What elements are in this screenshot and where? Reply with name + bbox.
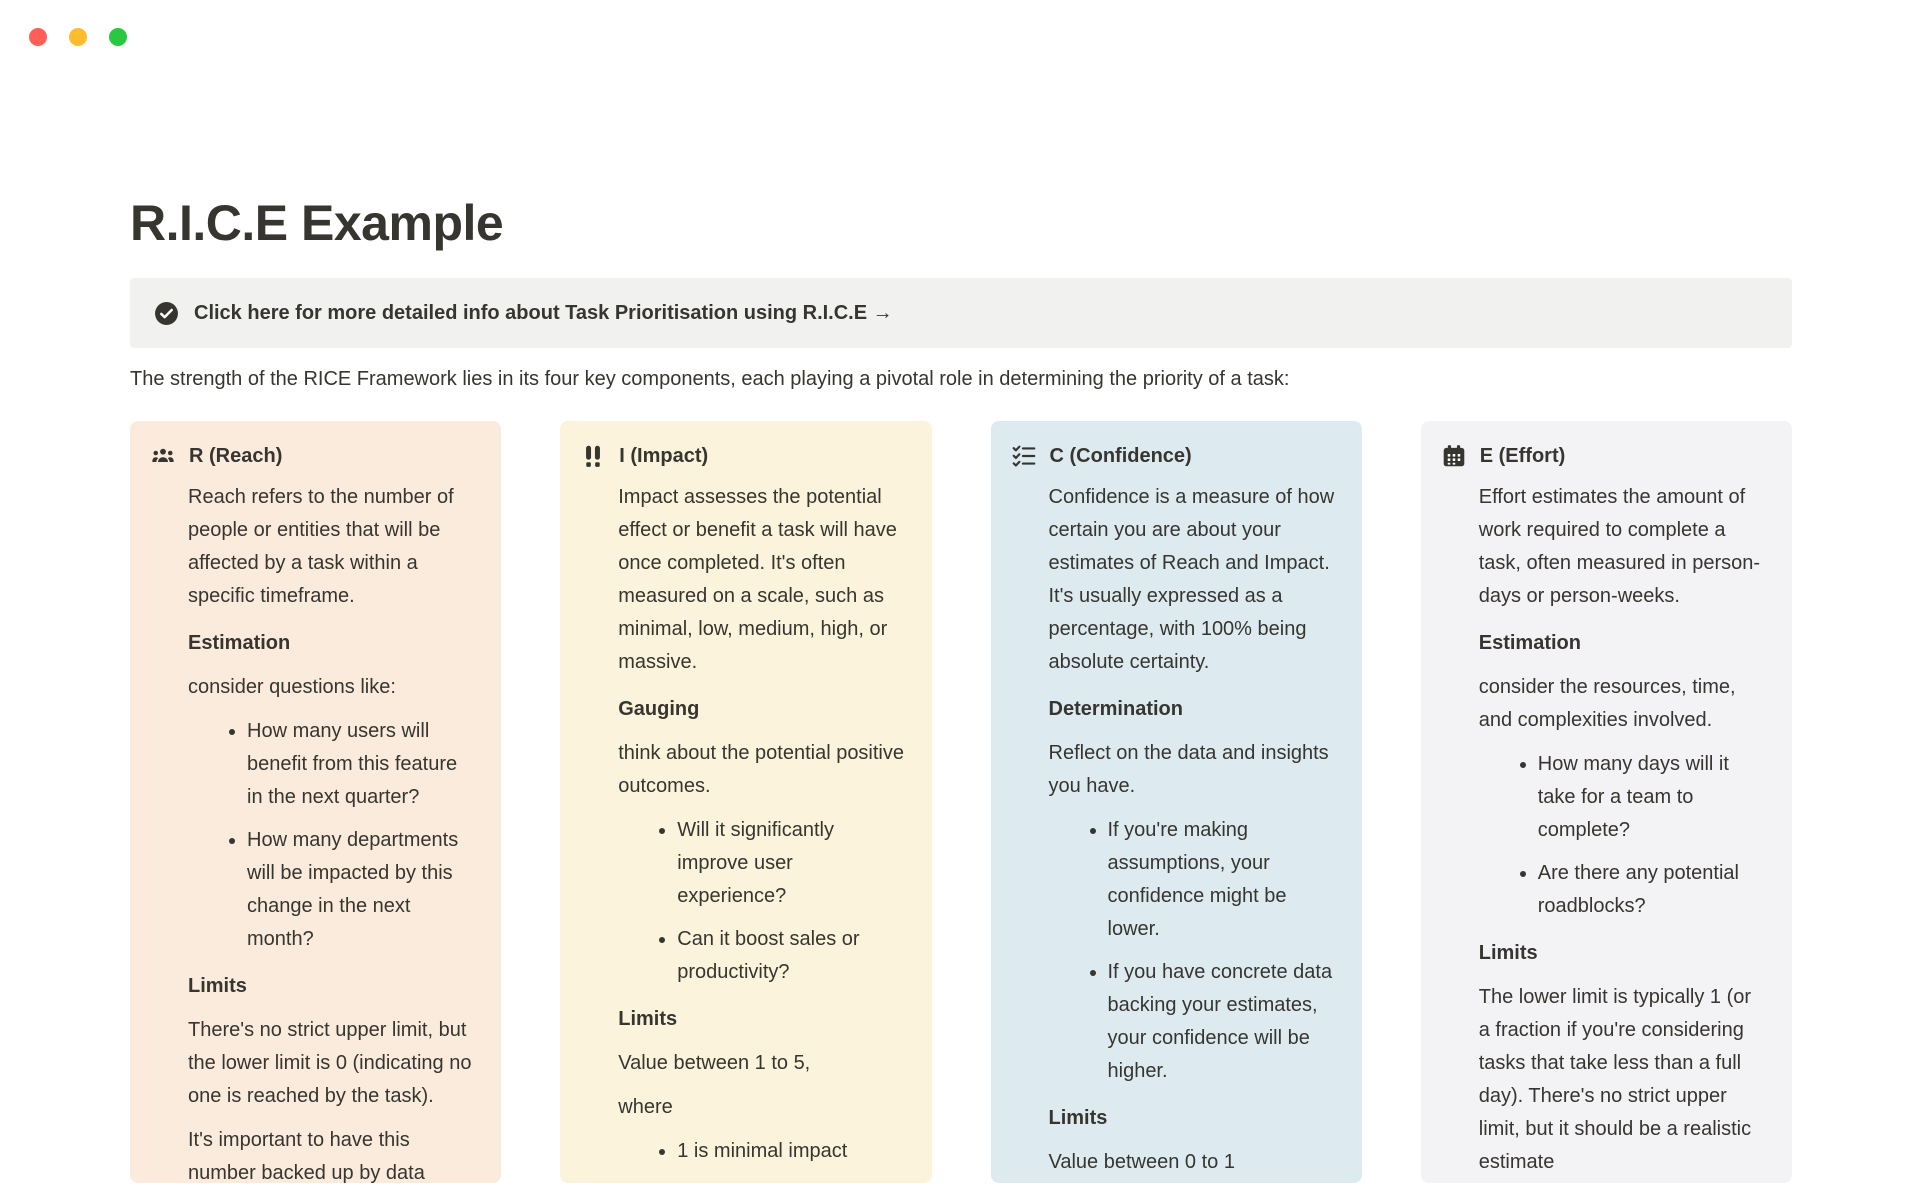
card-impact-title: I (Impact) [619,444,709,467]
close-button[interactable] [29,28,47,46]
card-paragraph: Value between 1 to 5, [618,1052,811,1074]
checklist-icon [1011,443,1037,469]
card-subheading: Limits [188,975,247,997]
card-effort-header [1441,443,1766,469]
bullet-item: • Can it boost sales or productivity? [677,923,905,989]
card-confidence [991,421,1362,1183]
card-subheading: Estimation [1478,632,1581,654]
card-impact-header [580,443,905,469]
card-subheading: Estimation [188,632,291,654]
card-paragraph: Reflect on the data and insights you have. [1048,742,1329,797]
card-paragraph: There's no strict upper limit, but the lower limit is 0 (indicating no one is reached by the task). [188,1019,472,1107]
card-effort [1421,421,1792,1183]
info-callout-link[interactable] [130,278,1792,348]
bullet-item: • Will it significantly improve user experience? [677,814,905,913]
card-paragraph: Reach refers to the number of people or entities that will be affected by a task within a specific timeframe. [188,486,454,607]
card-paragraph: think about the potential positive outcomes. [618,742,905,797]
card-paragraph: consider questions like: [188,676,396,698]
bullet-item: • How many departments will be impacted by this change in the next month? [247,824,475,956]
card-subheading: Limits [1478,942,1538,964]
minimize-button[interactable] [69,28,87,46]
bullet-item: • If you have concrete data backing your estimates, your confidence will be higher. [1108,956,1336,1088]
card-reach-body [188,481,475,1183]
card-reach [130,421,501,1183]
card-paragraph: It's important to have this number backed up by data [188,1129,425,1183]
card-confidence-body [1049,481,1336,1179]
card-impact [560,421,931,1183]
card-effort-title: E (Effort) [1479,444,1566,467]
intro-text: The strength of the RICE Framework lies in its four key components, each playing a pivotal role in determining the priority of a task: [130,368,1290,390]
card-paragraph: Value between 0 to 1 [1048,1151,1235,1173]
card-paragraph: consider the resources, time, and complexities involved. [1478,676,1736,731]
window-controls [29,28,127,46]
bullet-item: • How many days will it take for a team to complete? [1538,748,1766,847]
bullet-list [1049,814,1336,1088]
card-confidence-header [1011,443,1336,469]
card-reach-header [150,443,475,469]
bullet-item: • How many users will benefit from this feature in the next quarter? [247,715,475,814]
bullet-list [618,1135,905,1168]
card-subheading: Determination [1048,698,1183,720]
double-exclamation-icon [580,443,606,469]
bullet-item: • If you're making assumptions, your confidence might be lower. [1108,814,1336,946]
document-content [130,194,1792,1183]
card-reach-title: R (Reach) [189,444,283,467]
card-paragraph: Confidence is a measure of how certain you are about your estimates of Reach and Impact. It's usually expressed as a percentage, with 100% being absolute certainty. [1048,486,1335,673]
page-title: R.I.C.E Example [130,195,504,251]
bullet-list [188,715,475,956]
card-subheading: Limits [1048,1107,1108,1129]
bullet-list [618,814,905,989]
card-paragraph: where [618,1096,673,1118]
bullet-item: • 1 is minimal impact [677,1135,905,1168]
card-subheading: Gauging [618,698,700,720]
people-icon [150,443,176,469]
card-effort-body [1479,481,1766,1179]
check-circle-icon [154,301,179,326]
card-subheading: Limits [618,1008,678,1030]
calendar-icon [1441,443,1467,469]
callout-text: Click here for more detailed info about Task Prioritisation using R.I.C.E → [194,301,893,324]
card-impact-body [618,481,905,1168]
zoom-button[interactable] [109,28,127,46]
bullet-item: • Are there any potential roadblocks? [1538,857,1766,923]
card-paragraph: Impact assesses the potential effect or benefit a task will have once completed. It's often measured on a scale, such as minimal, low, medium, high, or massive. [618,486,897,673]
card-confidence-title: C (Confidence) [1049,444,1192,467]
rice-cards-row [130,421,1792,1183]
bullet-list [1479,748,1766,923]
card-paragraph: Effort estimates the amount of work required to complete a task, often measured in person-days or person-weeks. [1478,486,1761,607]
card-paragraph: The lower limit is typically 1 (or a fraction if you're considering tasks that take less than a full day). There's no strict upper limit, but it should be a realistic estimate [1478,986,1752,1173]
